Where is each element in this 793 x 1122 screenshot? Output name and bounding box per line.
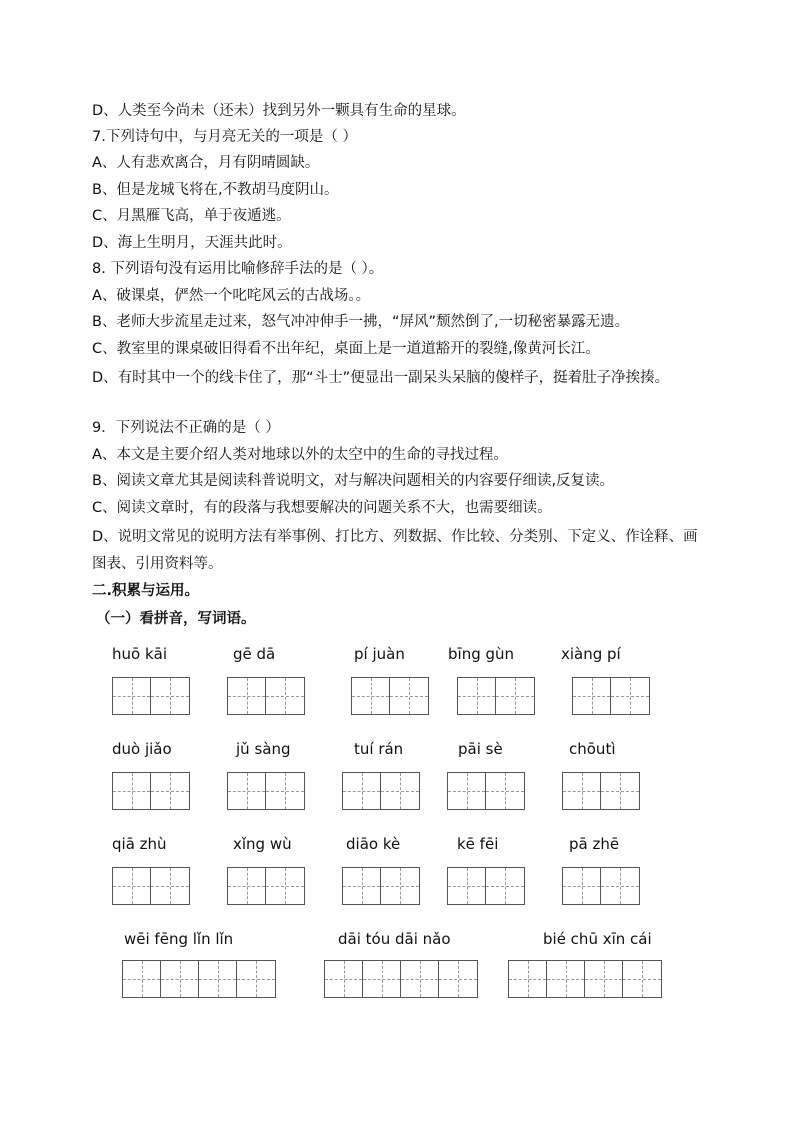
- pinyin-label: xǐng wù: [233, 835, 292, 853]
- option-a-q8: A、破课桌，俨然一个叱咤风云的古战场。。: [92, 288, 371, 304]
- writing-grid[interactable]: [447, 772, 525, 810]
- option-b-q9: B、阅读文章尤其是阅读科普说明文，对与解决问题相关的内容要仔细读,反复读。: [92, 473, 615, 489]
- question-9: 9．下列说法不正确的是（ ）: [92, 420, 280, 436]
- writing-grid[interactable]: [447, 867, 525, 905]
- pinyin-label: dāi tóu dāi nǎo: [338, 930, 451, 948]
- writing-grid[interactable]: [112, 867, 190, 905]
- writing-grid[interactable]: [227, 677, 305, 715]
- pinyin-label: huō kāi: [112, 645, 168, 663]
- writing-grid-idiom[interactable]: [122, 960, 276, 998]
- pinyin-label: diāo kè: [346, 835, 401, 853]
- option-b-q8: B、老师大步流星走过来，怒气冲冲伸手一拂，“屏风”颓然倒了,一切秘密暴露无遗。: [92, 314, 630, 330]
- question-8: 8. 下列语句没有运用比喻修辞手法的是（ ）。: [92, 261, 384, 277]
- writing-grid[interactable]: [227, 772, 305, 810]
- writing-grid[interactable]: [562, 772, 640, 810]
- option-a-q9: A、本文是主要介绍人类对地球以外的太空中的生命的寻找过程。: [92, 447, 508, 463]
- section-subtitle: （一）看拼音，写词语。: [96, 611, 256, 627]
- writing-grid[interactable]: [351, 677, 429, 715]
- pinyin-label: pāi sè: [458, 740, 503, 758]
- option-d-q7: D、海上生明月，天涯共此时。: [92, 235, 292, 251]
- option-a-q7: A、人有悲欢离合，月有阴晴圆缺。: [92, 155, 320, 171]
- question-7: 7.下列诗句中，与月亮无关的一项是（ ）: [92, 129, 357, 145]
- pinyin-label: qiā zhù: [112, 835, 167, 853]
- option-c-q9: C、阅读文章时，有的段落与我想要解决的问题关系不大，也需要细读。: [92, 500, 552, 516]
- writing-grid[interactable]: [227, 867, 305, 905]
- pinyin-label: bié chū xīn cái: [543, 930, 652, 948]
- writing-grid[interactable]: [342, 772, 420, 810]
- writing-grid[interactable]: [112, 677, 190, 715]
- pinyin-label: kē fēi: [457, 835, 499, 853]
- option-c-q7: C、月黑雁飞高，单于夜遁逃。: [92, 208, 291, 224]
- option-c-q8: C、教室里的课桌破旧得看不出年纪，桌面上是一道道豁开的裂缝,像黄河长江。: [92, 341, 600, 357]
- pinyin-label: pí juàn: [354, 645, 405, 663]
- writing-grid-idiom[interactable]: [324, 960, 478, 998]
- pinyin-label: tuí rán: [354, 740, 404, 758]
- pinyin-label: gē dā: [233, 645, 276, 663]
- option-d-q8: D、有时其中一个的线卡住了，那“斗士”便显出一副呆头呆脑的傻样子，挺着肚子净挨揍。: [92, 370, 670, 386]
- option-d-q9: D、说明文常见的说明方法有举事例、打比方、列数据、作比较、分类别、下定义、作诠释、画图表、引用资料等。: [92, 529, 698, 572]
- option-b-q7: B、但是龙城飞将在,不教胡马度阴山。: [92, 182, 339, 198]
- option-d-q6: D、人类至今尚未（还未）找到另外一颗具有生命的星球。: [92, 103, 466, 119]
- writing-grid-idiom[interactable]: [508, 960, 662, 998]
- pinyin-label: pā zhē: [569, 835, 620, 853]
- writing-grid[interactable]: [562, 867, 640, 905]
- pinyin-label: xiàng pí: [561, 645, 621, 663]
- pinyin-label: bīng gùn: [448, 645, 515, 663]
- section-title: 二.积累与运用。: [92, 583, 200, 599]
- writing-grid[interactable]: [112, 772, 190, 810]
- writing-grid[interactable]: [572, 677, 650, 715]
- pinyin-label: duò jiǎo: [112, 740, 172, 758]
- pinyin-label: chōutì: [569, 740, 616, 758]
- writing-grid[interactable]: [342, 867, 420, 905]
- pinyin-label: wēi fēng lǐn lǐn: [124, 930, 234, 948]
- writing-grid[interactable]: [457, 677, 535, 715]
- pinyin-label: jǔ sàng: [236, 740, 291, 758]
